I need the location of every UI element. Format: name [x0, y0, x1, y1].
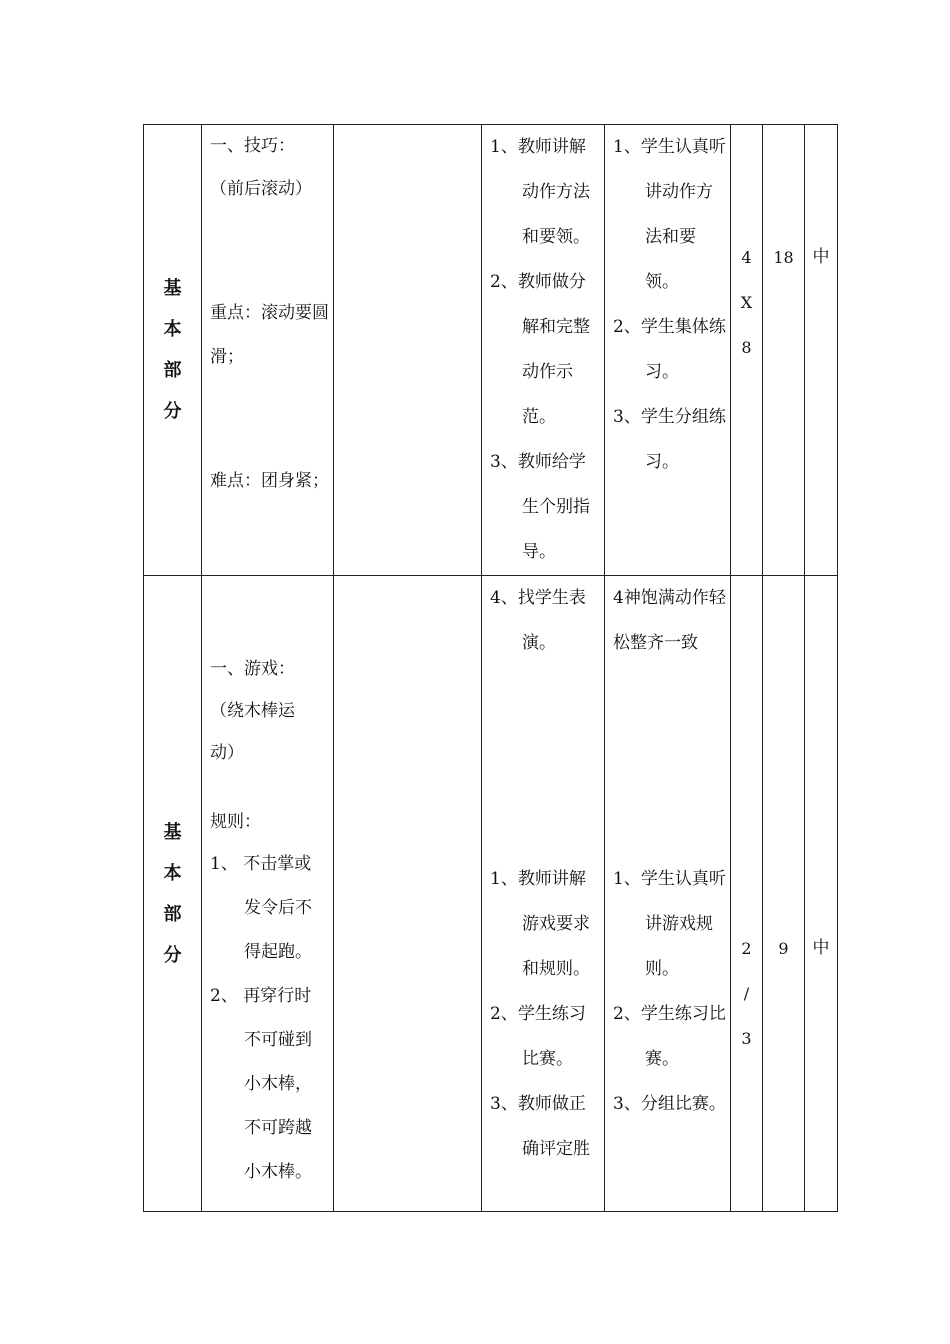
section-char: 部 — [163, 903, 182, 925]
section-label-cell — [144, 576, 202, 1212]
organization-cell — [334, 125, 482, 576]
teacher-step: 2、学生练习比赛。 — [490, 1004, 586, 1069]
key-point-text: 重点：滚动要圆滑； — [210, 303, 329, 367]
content-line: 动） — [210, 743, 244, 763]
difficulty-text: 难点：团身紧； — [210, 471, 329, 491]
reps-cell — [731, 576, 763, 1212]
table-row — [144, 125, 838, 576]
student-step: 1、学生认真听讲游戏规则。 — [613, 869, 726, 979]
student-activity-cell — [605, 125, 731, 576]
time-cell — [763, 125, 805, 576]
section-char: 分 — [163, 944, 182, 966]
section-char: 本 — [163, 862, 182, 884]
student-step: 4神饱满动作轻松整齐一致 — [613, 588, 726, 653]
content-line: （前后滚动） — [210, 179, 312, 199]
teacher-activity-cell — [482, 576, 605, 1212]
section-char: 分 — [163, 401, 182, 422]
teacher-step: 3、教师给学生个别指导。 — [490, 452, 590, 562]
section-char: 基 — [163, 821, 182, 843]
intensity-cell — [805, 125, 838, 576]
teacher-step: 3、教师做正确评定胜 — [490, 1094, 590, 1159]
student-step: 2、学生集体练习。 — [613, 317, 726, 382]
section-char: 部 — [163, 360, 182, 381]
reps-cell — [731, 125, 763, 576]
time-value: 18 — [773, 248, 794, 267]
teacher-activity-cell — [482, 125, 605, 576]
student-step: 3、学生分组练习。 — [613, 407, 726, 472]
table-row — [144, 576, 838, 1212]
rule-item: 2、 再穿行时不可碰到小木棒，不可跨越小木棒。 — [210, 986, 312, 1182]
teacher-step: 4、找学生表演。 — [490, 588, 586, 653]
section-char: 基 — [163, 278, 182, 299]
time-cell — [763, 576, 805, 1212]
intensity-value: 中 — [812, 938, 830, 958]
content-cell — [202, 125, 334, 576]
content-cell — [202, 576, 334, 1212]
intensity-value: 中 — [812, 247, 830, 267]
content-line: 一、游戏： — [210, 659, 295, 679]
student-step: 1、学生认真听讲动作方法和要领。 — [613, 137, 726, 292]
reps-char: / — [743, 984, 750, 1003]
content-line: （绕木棒运 — [210, 701, 295, 721]
organization-cell — [334, 576, 482, 1212]
student-step: 2、学生练习比赛。 — [613, 1004, 726, 1069]
reps-char: 4 — [741, 248, 752, 267]
teacher-step: 2、教师做分解和完整动作示范。 — [490, 272, 590, 427]
rules-title: 规则： — [210, 812, 261, 832]
teacher-step: 1、教师讲解游戏要求和规则。 — [490, 869, 590, 979]
reps-char: 2 — [741, 939, 752, 958]
teacher-step: 1、教师讲解动作方法和要领。 — [490, 137, 590, 247]
reps-char: 8 — [741, 338, 752, 357]
reps-char: 3 — [741, 1029, 752, 1048]
content-line: 一、技巧： — [210, 136, 295, 156]
time-value: 9 — [778, 939, 789, 958]
lesson-plan-table — [143, 124, 838, 1212]
student-activity-cell — [605, 576, 731, 1212]
intensity-cell — [805, 576, 838, 1212]
student-step: 3、分组比赛。 — [613, 1094, 726, 1114]
reps-char: X — [740, 293, 753, 312]
rule-item: 1、 不击掌或发令后不得起跑。 — [210, 854, 312, 962]
section-label-cell — [144, 125, 202, 576]
section-char: 本 — [163, 319, 182, 340]
